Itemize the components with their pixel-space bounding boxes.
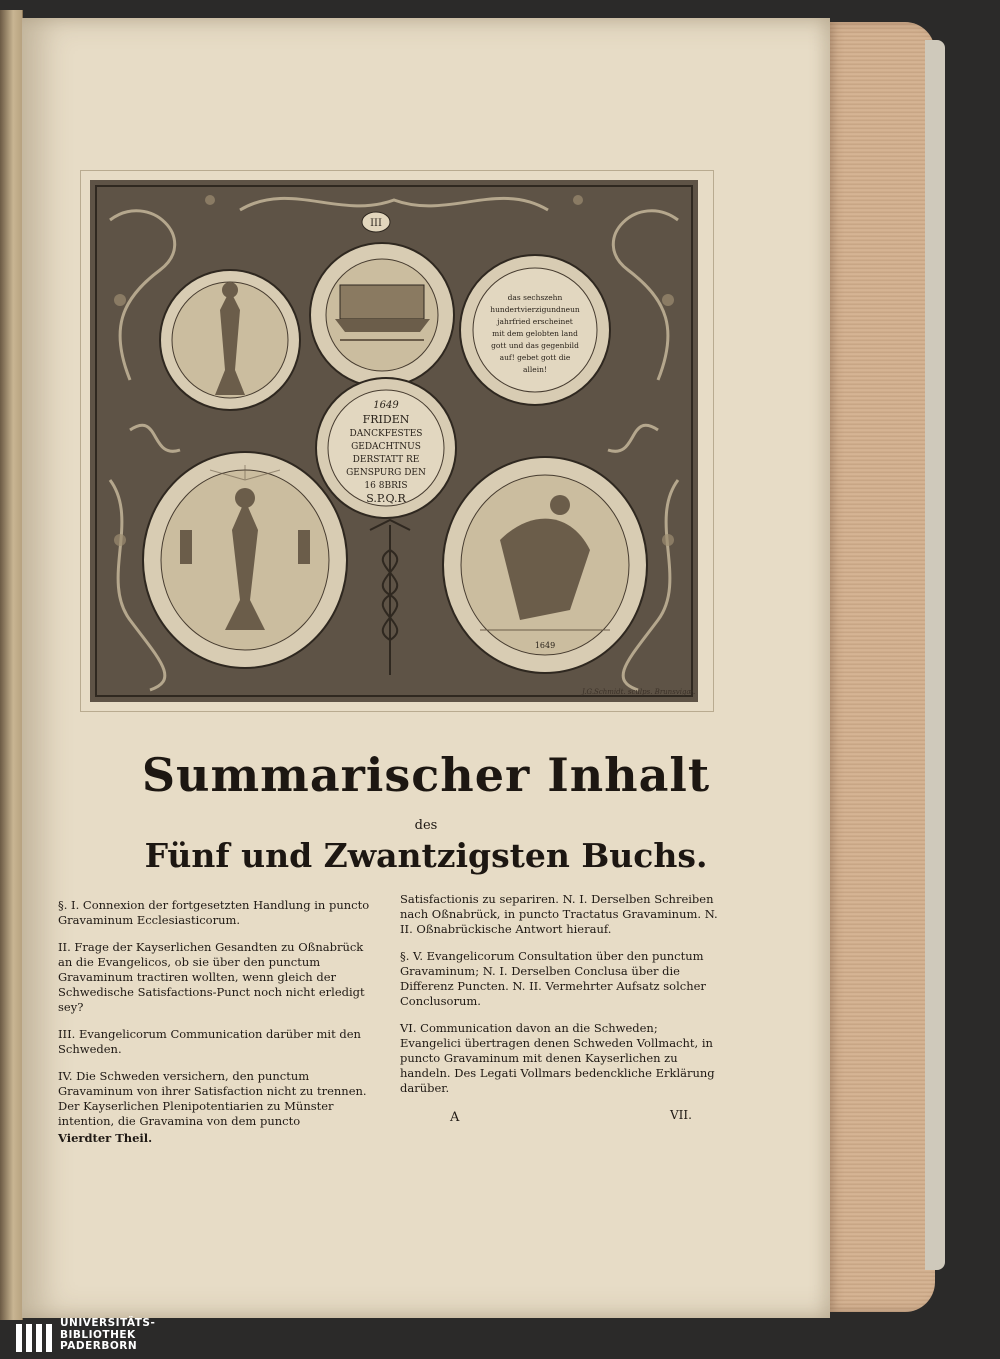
paragraph-section-3: III. Evangelicorum Communication darüber mit den Schweden. [58, 1027, 361, 1056]
volume-catch-line: Vierdter Theil. [58, 1131, 153, 1145]
medal-c-line-2: FRIDEN [362, 413, 410, 426]
library-logo-icon [14, 1320, 54, 1356]
medal-tr-line-2: hundertvierzigundneun [490, 305, 580, 314]
medal-br-year: 1649 [534, 641, 556, 650]
page-subtitle: Fünf und Zwantzigsten Buchs. [144, 836, 708, 875]
medal-c-line-1: 1649 [373, 400, 399, 411]
medal-tr-line-1: das sechszehn [507, 293, 563, 302]
library-name-line-2: BIBLIOTHEK [60, 1328, 136, 1341]
paragraph-section-4: IV. Die Schweden versichern, den punctum Gravaminum von ihrer Satisfaction nicht zu trennen. Der Kayserlichen Plenipotentiarien zu Münster intention, die Gravamina von dem puncto [58, 1069, 367, 1128]
title-connector: des [414, 818, 438, 833]
artist-credit: J.G.Schmidt. sculps. Brunsvigæ. [582, 688, 696, 696]
book-page [22, 18, 830, 1318]
page-title: Summarischer Inhalt [141, 748, 711, 802]
library-name-line-3: PADERBORN [60, 1340, 138, 1352]
medal-tr-line-5: gott und das gegenbild [491, 341, 579, 350]
medal-top-center [310, 243, 454, 387]
right-column [400, 892, 720, 1108]
medal-center [316, 378, 456, 518]
left-page-edge [0, 10, 23, 1320]
medal-c-line-5: DERSTATT RE [352, 455, 420, 465]
medal-tr-line-4: mit dem gelobten land [492, 329, 578, 338]
medal-c-line-7: 16 8BRIS [364, 481, 408, 491]
medal-c-line-6: GENSPURG DEN [346, 468, 426, 478]
catchword: VII. [670, 1108, 692, 1122]
paragraph-section-4-cont: Satisfactionis zu separiren. N. I. Derselben Schreiben nach Oßnabrück, in puncto Tractatus Gravaminum. N. II. Oßnabrückische Antwort hierauf. [400, 892, 718, 936]
library-name-line-1: UNIVERSITÄTS- [60, 1317, 156, 1329]
library-name [60, 1318, 155, 1353]
paragraph-section-2: II. Frage der Kayserlichen Gesandten zu Oßnabrück an die Evangelicos, ob sie über den punctum Gravaminum tractiren wollten, wenn gleich der Schwedische Satisfactions-Punct noch nicht erledigt sey? [58, 940, 365, 1014]
left-column [58, 898, 378, 1146]
paragraph-section-1: §. I. Connexion der fortgesetzten Handlung in puncto Gravaminum Ecclesiasticorum. [58, 898, 370, 927]
medal-top-left [160, 270, 300, 410]
medal-tr-line-7: allein! [523, 365, 547, 374]
book-cover-edge [925, 40, 945, 1270]
signature-mark: A [450, 1110, 460, 1125]
medal-tr-line-3: jahrfried erscheinet [497, 317, 573, 326]
medal-bottom-left [143, 452, 347, 668]
paragraph-section-6: VI. Communication davon an die Schweden; Evangelici übertragen denen Schweden Vollmacht, in puncto Gravaminum mit denen Kayserlichen zu handeln. Des Legati Vollmars bedenckliche Erklärung darüber. [400, 1021, 715, 1095]
medal-tr-line-6: auf! gebet gott die [499, 353, 571, 362]
medal-c-line-4: GEDACHTNUS [351, 442, 421, 452]
medal-bottom-right [443, 457, 647, 673]
book-fore-edge [825, 22, 935, 1312]
paragraph-section-5: §. V. Evangelicorum Consultation über den punctum Gravaminum; N. I. Derselben Conclusa über die Differenz Puncten. N. II. Vermehrter Aufsatz solcher Conclusorum. [400, 949, 706, 1008]
medal-c-line-8: S.P.Q.R [366, 492, 406, 505]
plate-number: III [370, 218, 382, 229]
medal-top-right [460, 255, 610, 405]
medal-c-line-3: DANCKFESTES [349, 429, 423, 439]
medal-engraving [90, 180, 698, 702]
